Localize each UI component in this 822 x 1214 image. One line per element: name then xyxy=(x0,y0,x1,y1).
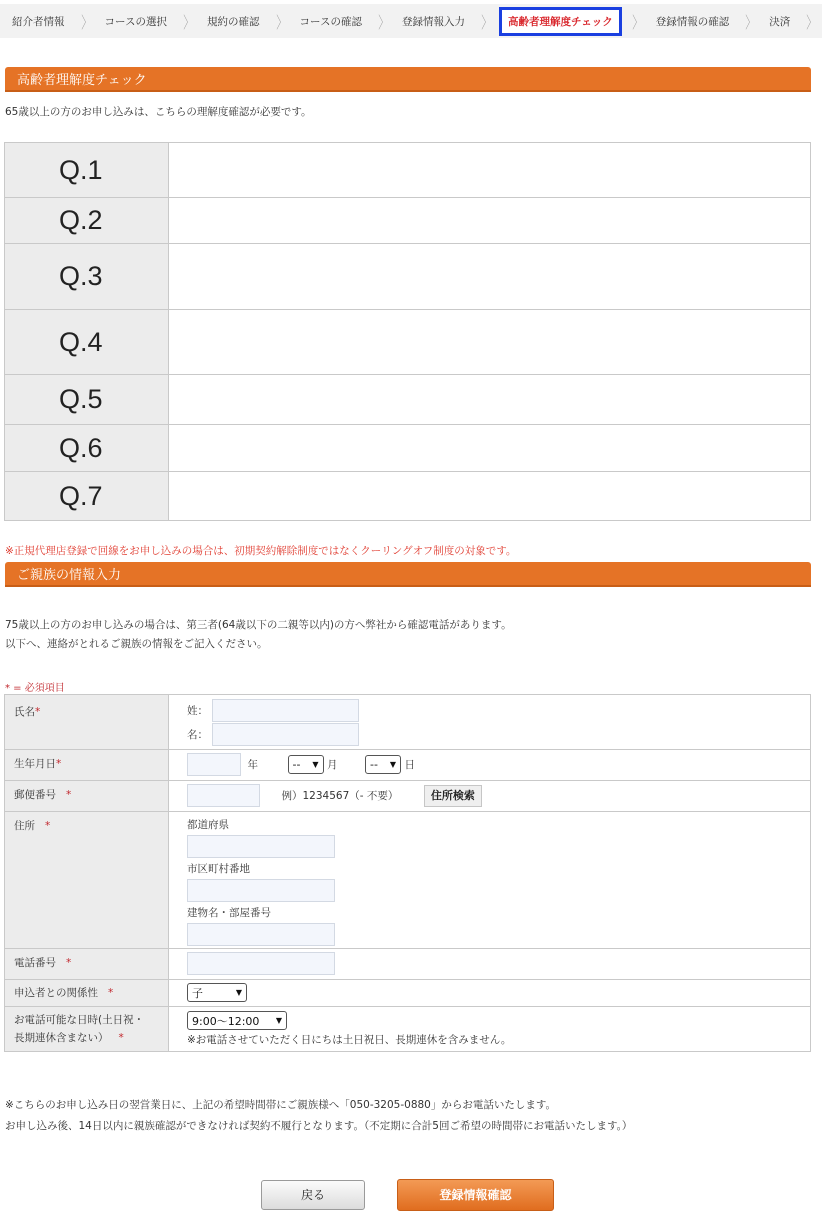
birth-day-select[interactable] xyxy=(365,755,401,774)
required-mark: * xyxy=(66,957,72,969)
field-label-text: 申込者との関係性 xyxy=(14,987,98,999)
required-fields-note: * = 必須項目 xyxy=(5,683,65,694)
sei-label: 姓： xyxy=(187,705,208,717)
select-value: -- xyxy=(370,758,378,771)
back-button[interactable]: 戻る xyxy=(261,1180,365,1210)
question-body xyxy=(169,472,811,521)
relative-info-desc-line2: 以下へ、連絡がとれるご親族の情報をご記入ください。 xyxy=(5,638,268,650)
address-search-button[interactable]: 住所検索 xyxy=(424,785,482,807)
chevron-down-icon: ▼ xyxy=(389,760,396,769)
confirm-registration-button[interactable]: 登録情報確認 xyxy=(397,1179,554,1211)
field-label-text: 生年月日 xyxy=(14,758,56,770)
question-body xyxy=(169,143,811,198)
breadcrumb-step-terms xyxy=(201,4,294,38)
relative-info-description xyxy=(5,616,512,654)
field-label-relation xyxy=(5,980,169,1007)
breadcrumb-label: 登録情報入力 xyxy=(402,15,466,28)
breadcrumb-step-referrer xyxy=(6,4,99,38)
month-unit: 月 xyxy=(327,759,338,771)
chevron-right-icon: 〉 xyxy=(632,12,642,32)
breadcrumb-label-current: 高齢者理解度チェック xyxy=(499,7,622,36)
breadcrumb-label: 決済 xyxy=(769,15,791,28)
required-mark: * xyxy=(66,789,72,801)
field-label-text: 住所 xyxy=(14,820,35,832)
chevron-down-icon: ▼ xyxy=(275,1016,282,1025)
birth-year-input[interactable] xyxy=(187,753,241,776)
field-body-address xyxy=(169,812,811,949)
form-row-address xyxy=(5,812,811,949)
field-body-zip xyxy=(169,781,811,812)
required-mark: * xyxy=(118,1032,124,1044)
field-label-call-time xyxy=(5,1007,169,1052)
relative-form-table xyxy=(4,694,811,1052)
chevron-down-icon: ▼ xyxy=(312,760,319,769)
mei-row xyxy=(187,723,810,746)
prefecture-input[interactable] xyxy=(187,835,335,858)
field-body-name xyxy=(169,695,811,750)
building-input[interactable] xyxy=(187,923,335,946)
footer-note-line2: お申し込み後、14日以内に親族確認ができなければ契約不履行となります。（不定期に合計5回ご希望の時間帯にお電話いたします。） xyxy=(5,1120,633,1132)
prefecture-label: 都道府県 xyxy=(187,819,229,831)
breadcrumb xyxy=(0,4,822,38)
last-name-input[interactable] xyxy=(212,699,359,722)
birth-month-select[interactable] xyxy=(288,755,324,774)
select-value: -- xyxy=(292,758,301,771)
field-label-birthdate xyxy=(5,750,169,781)
question-table xyxy=(4,142,811,521)
question-row xyxy=(5,375,811,425)
question-row xyxy=(5,244,811,310)
field-label-address xyxy=(5,812,169,949)
field-label-name xyxy=(5,695,169,750)
field-body-relation xyxy=(169,980,811,1007)
form-row-relation xyxy=(5,980,811,1007)
field-label-text: 氏名 xyxy=(14,706,35,718)
question-label: Q.5 xyxy=(5,375,169,425)
form-row-zip xyxy=(5,781,811,812)
question-row xyxy=(5,425,811,472)
chevron-right-icon: 〉 xyxy=(183,12,194,32)
cooling-off-notice: ※正規代理店登録で回線をお申し込みの場合は、初期契約解除制度ではなくクーリングオフ制度の対象です。 xyxy=(5,545,517,557)
zip-example: 例）1234567（- 不要） xyxy=(281,790,399,802)
call-time-label-line2 xyxy=(14,1029,168,1047)
question-body xyxy=(169,375,811,425)
breadcrumb-label: 紹介者情報 xyxy=(12,15,65,28)
call-time-select[interactable] xyxy=(187,1011,287,1030)
field-body-phone xyxy=(169,949,811,980)
field-body-call-time xyxy=(169,1007,811,1052)
field-label-text: 電話番号 xyxy=(14,957,56,969)
required-mark: * xyxy=(45,820,51,832)
select-value: 9:00〜12:00 xyxy=(192,1014,260,1028)
question-row xyxy=(5,472,811,521)
field-label-text: 郵便番号 xyxy=(14,789,56,801)
required-mark: * xyxy=(108,987,114,999)
relative-info-desc-line1: 75歳以上の方のお申し込みの場合は、第三者(64歳以下の二親等以内)の方へ弊社から確認電話があります。 xyxy=(5,619,512,631)
footer-notes xyxy=(5,1095,632,1137)
breadcrumb-step-elderly-check xyxy=(499,4,650,38)
required-mark: * xyxy=(56,758,62,770)
breadcrumb-step-course-confirm xyxy=(294,4,397,38)
question-label: Q.2 xyxy=(5,198,169,244)
question-body xyxy=(169,425,811,472)
breadcrumb-step-registration-input xyxy=(396,4,499,38)
zip-input[interactable] xyxy=(187,784,260,807)
breadcrumb-label: 規約の確認 xyxy=(207,15,260,28)
birthdate-controls xyxy=(187,753,810,776)
phone-input[interactable] xyxy=(187,952,335,975)
chevron-right-icon: 〉 xyxy=(806,12,817,32)
field-body-birthdate xyxy=(169,750,811,781)
question-label: Q.6 xyxy=(5,425,169,472)
question-label: Q.4 xyxy=(5,310,169,375)
chevron-down-icon: ▼ xyxy=(235,988,242,997)
chevron-right-icon: 〉 xyxy=(378,12,389,32)
question-row xyxy=(5,310,811,375)
form-row-birthdate xyxy=(5,750,811,781)
question-row xyxy=(5,143,811,198)
select-value: 子 xyxy=(192,986,203,1000)
year-unit: 年 xyxy=(247,759,258,771)
field-label-zip xyxy=(5,781,169,812)
city-input[interactable] xyxy=(187,879,335,902)
question-label: Q.1 xyxy=(5,143,169,198)
chevron-right-icon: 〉 xyxy=(275,12,286,32)
breadcrumb-label: コースの選択 xyxy=(104,15,167,28)
breadcrumb-label: 登録情報の確認 xyxy=(655,15,730,28)
form-row-call-time xyxy=(5,1007,811,1052)
zip-controls xyxy=(187,784,810,807)
field-label-text: 長期連休含まない） xyxy=(14,1032,109,1044)
chevron-right-icon: 〉 xyxy=(745,12,756,32)
relation-select[interactable] xyxy=(187,983,247,1002)
call-time-label-line1: お電話可能な日時(土日祝・ xyxy=(14,1014,145,1026)
mei-label: 名： xyxy=(187,729,208,741)
call-time-note: ※お電話させていただく日にちは土日祝日、長期連休を含みません。 xyxy=(187,1034,512,1046)
breadcrumb-step-course-select xyxy=(99,4,202,38)
question-label: Q.3 xyxy=(5,244,169,310)
footer-note-line1: ※こちらのお申し込み日の翌営業日に、上記の希望時間帯にご親族様へ「050-3205-0880」からお電話いたします。 xyxy=(5,1099,557,1111)
required-mark: * xyxy=(35,706,41,718)
question-body xyxy=(169,244,811,310)
elderly-check-description: 65歳以上の方のお申し込みは、こちらの理解度確認が必要です。 xyxy=(5,106,312,118)
question-body xyxy=(169,310,811,375)
section-header-relative-info: ご親族の情報入力 xyxy=(5,562,811,587)
day-unit: 日 xyxy=(404,759,415,771)
form-row-phone xyxy=(5,949,811,980)
question-row xyxy=(5,198,811,244)
sei-row xyxy=(187,699,810,722)
breadcrumb-step-registration-confirm xyxy=(650,4,764,38)
chevron-right-icon: 〉 xyxy=(481,12,492,32)
section-header-elderly-check: 高齢者理解度チェック xyxy=(5,67,811,92)
building-label: 建物名・部屋番号 xyxy=(187,907,271,919)
question-body xyxy=(169,198,811,244)
city-label: 市区町村番地 xyxy=(187,863,250,875)
breadcrumb-label: コースの確認 xyxy=(299,15,363,28)
form-row-name xyxy=(5,695,811,750)
question-label: Q.7 xyxy=(5,472,169,521)
chevron-right-icon: 〉 xyxy=(80,12,91,32)
field-label-phone xyxy=(5,949,169,980)
breadcrumb-step-payment xyxy=(763,4,822,38)
first-name-input[interactable] xyxy=(212,723,359,746)
